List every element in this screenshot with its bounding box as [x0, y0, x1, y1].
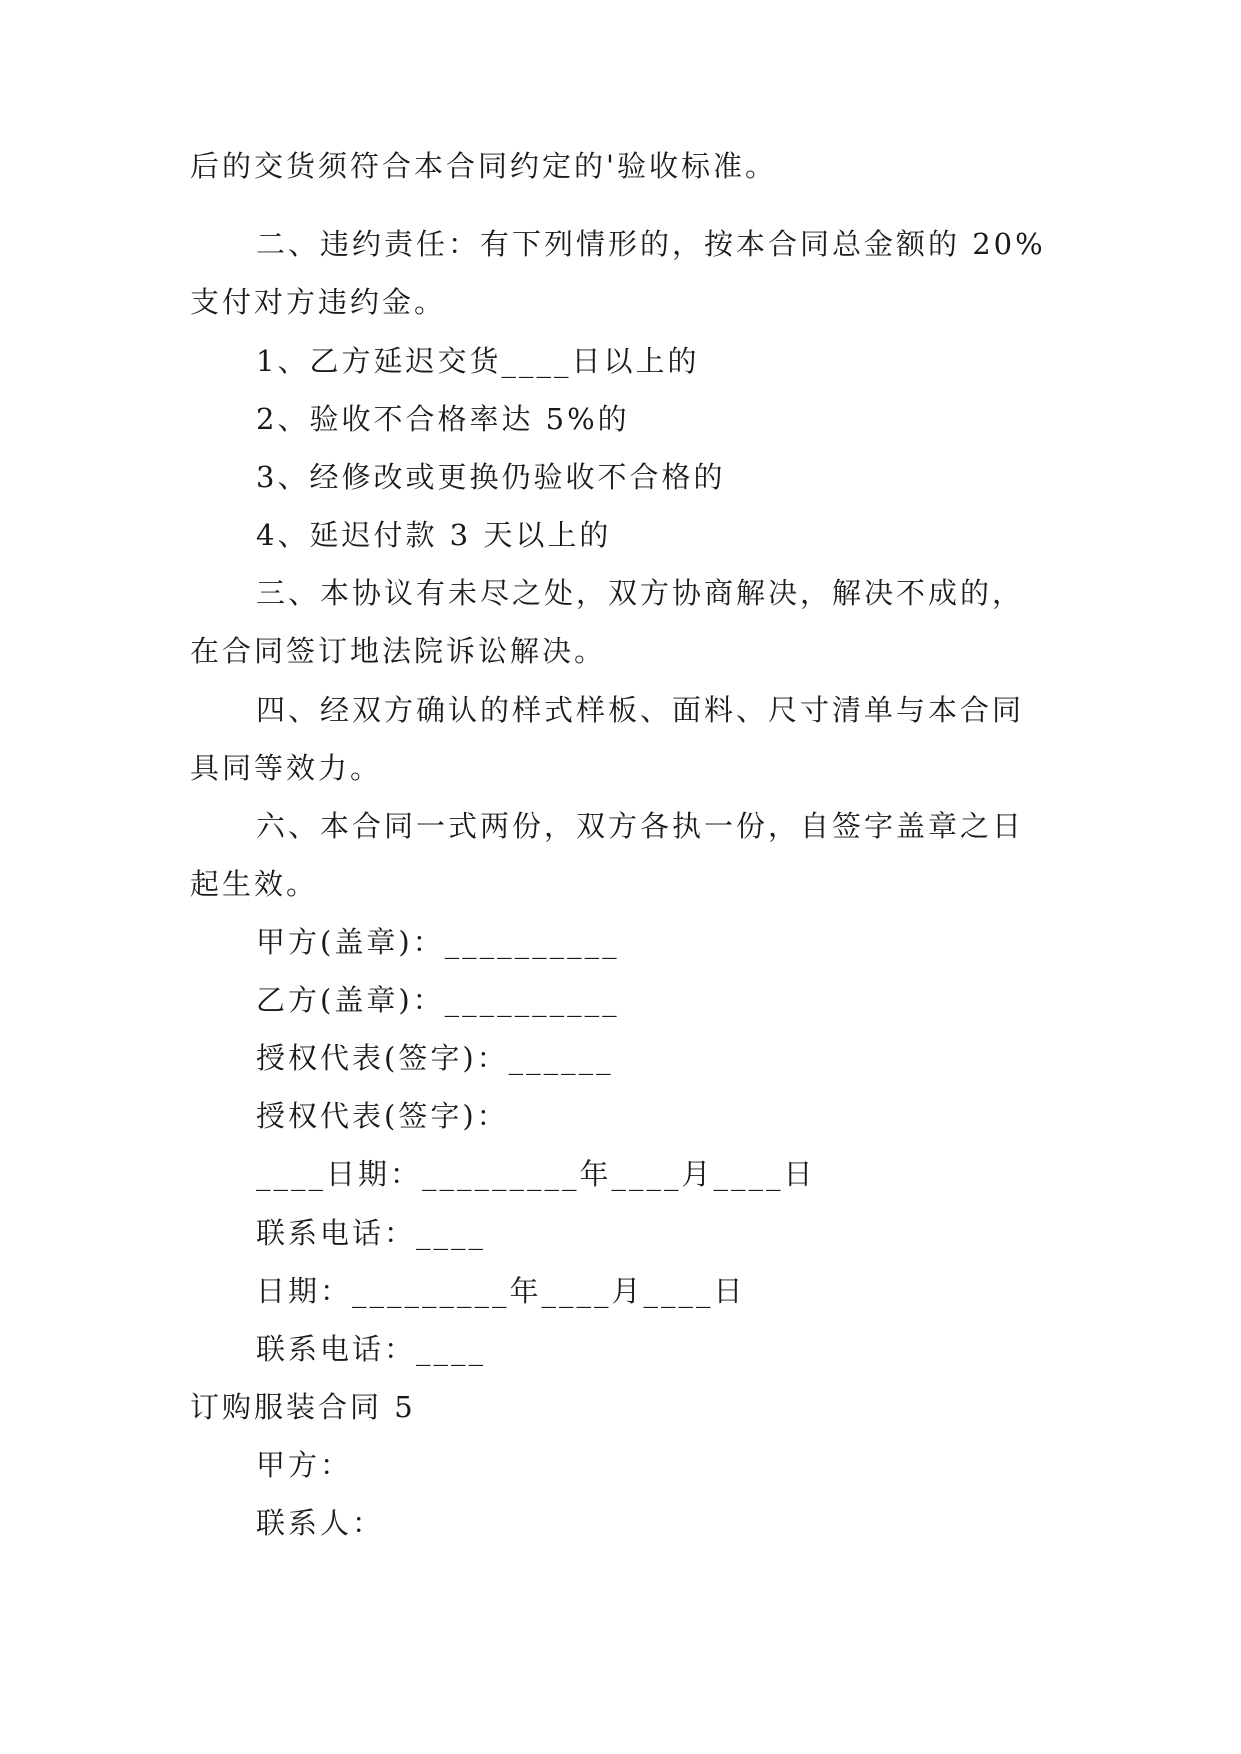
text-line-1: 后的交货须符合本合同约定的'验收标准。 [190, 149, 777, 183]
date-line-2: 日期：_________年____月____日 [256, 1274, 746, 1308]
list-item-2: 2、验收不合格率达 5%的 [256, 402, 630, 436]
authorized-rep-a: 授权代表(签字)：______ [256, 1041, 614, 1075]
list-item-3: 3、经修改或更换仍验收不合格的 [256, 460, 726, 494]
list-item-1: 1、乙方延迟交货____日以上的 [256, 344, 700, 378]
text-line-9: 在合同签订地法院诉讼解决。 [190, 634, 607, 668]
phone-line-2: 联系电话：____ [256, 1332, 487, 1366]
party-a-label: 甲方： [256, 1448, 353, 1482]
party-a-seal: 甲方(盖章)：__________ [256, 925, 620, 959]
party-b-seal: 乙方(盖章)：__________ [256, 983, 620, 1017]
text-line-13: 起生效。 [190, 867, 319, 901]
text-line-3: 支付对方违约金。 [190, 285, 447, 319]
contract-title: 订购服装合同 5 [190, 1390, 416, 1424]
clause-4-heading: 四、经双方确认的样式样板、面料、尺寸清单与本合同 [256, 693, 1025, 727]
date-line-1: ____日期：_________年____月____日 [256, 1157, 816, 1191]
clause-3-heading: 三、本协议有未尽之处，双方协商解决，解决不成的， [256, 576, 1025, 610]
clause-2-heading: 二、违约责任：有下列情形的，按本合同总金额的 20% [256, 227, 1046, 261]
authorized-rep-b: 授权代表(签字)： [256, 1099, 509, 1133]
contact-person-label: 联系人： [256, 1506, 385, 1540]
phone-line-1: 联系电话：____ [256, 1216, 487, 1250]
text-line-11: 具同等效力。 [190, 751, 383, 785]
clause-6-heading: 六、本合同一式两份，双方各执一份，自签字盖章之日 [256, 809, 1025, 843]
list-item-4: 4、延迟付款 3 天以上的 [256, 518, 612, 552]
